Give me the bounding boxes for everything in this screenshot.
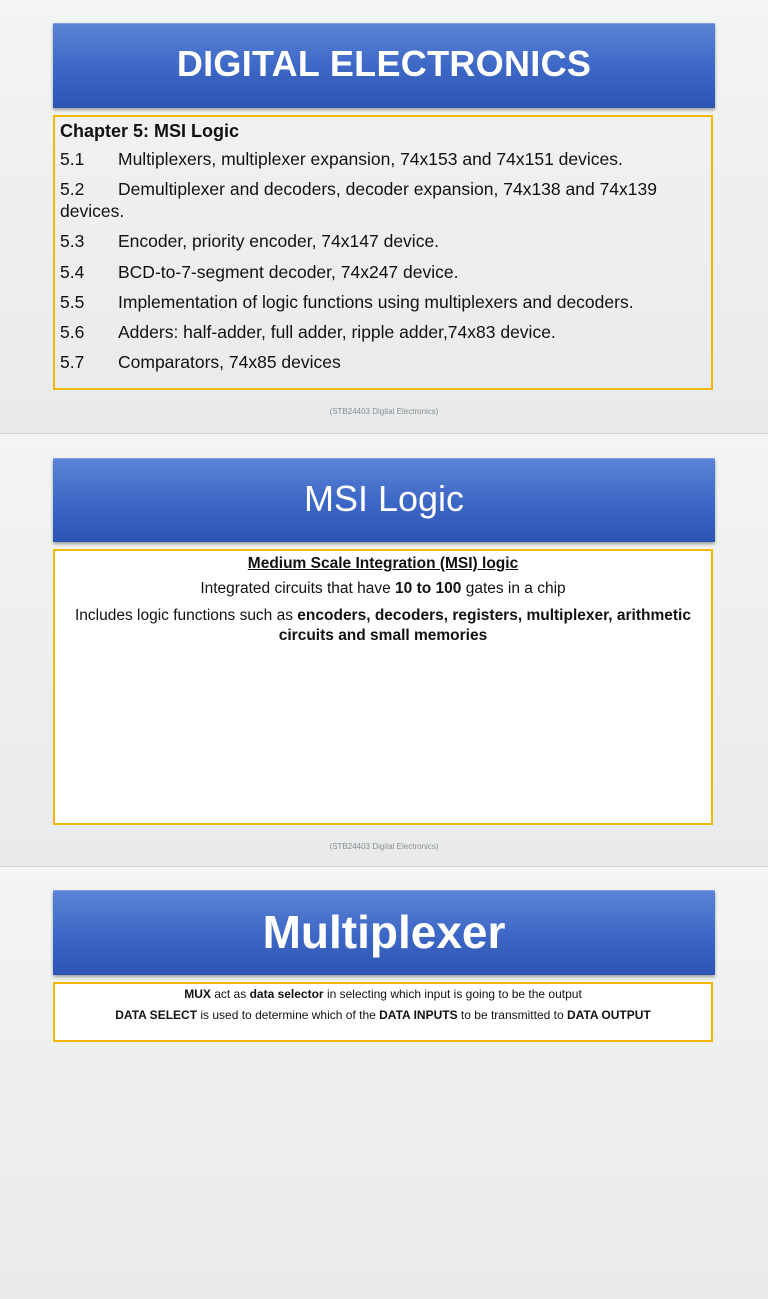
slide-footer: (STB24403 Digital Electronics) (329, 842, 439, 851)
list-item (60, 321, 705, 343)
msi-definition-box (53, 549, 713, 825)
item-text: Implementation of logic functions using multiplexers and decoders. (118, 291, 634, 312)
item-text: Demultiplexer and decoders, decoder expansion, 74x138 and 74x139 (118, 179, 657, 200)
msi-gates-line: Integrated circuits that have 10 to 100 gates in a chip (200, 580, 566, 597)
list-item (60, 351, 705, 373)
item-number: 5.7 (60, 352, 85, 373)
slide-title: Multiplexer (262, 906, 506, 958)
item-text: Comparators, 74x85 devices (118, 352, 341, 373)
slide-title-bar (53, 458, 715, 542)
item-text: Encoder, priority encoder, 74x147 device. (118, 231, 440, 252)
slide-multiplexer (0, 866, 768, 1299)
slide-title: DIGITAL ELECTRONICS (176, 43, 592, 84)
slide-footer: (STB24403 Digital Electronics) (329, 407, 439, 416)
slide-digital-electronics (0, 0, 768, 432)
item-number: 5.4 (60, 261, 85, 282)
item-number: 5.3 (60, 231, 85, 252)
list-item (60, 148, 705, 170)
list-item (60, 261, 705, 283)
mux-line-1: MUX act as data selector in selecting which input is going to be the output (184, 987, 582, 1001)
item-number: 5.1 (60, 149, 85, 169)
chapter-heading: Chapter 5: MSI Logic (60, 121, 240, 141)
item-text-continued: devices. (60, 201, 125, 222)
contents-box (53, 115, 713, 390)
list-item (60, 230, 705, 252)
mux-line-2: DATA SELECT is used to determine which of the DATA INPUTS to be transmitted to DATA OUTPUT (115, 1008, 651, 1022)
item-text: Adders: half-adder, full adder, ripple adder,74x83 device. (118, 321, 556, 342)
multiplexer-description-box (53, 982, 713, 1042)
slide-msi-logic (0, 433, 768, 866)
item-text: BCD-to-7-segment decoder, 74x247 device. (118, 261, 459, 282)
slide-title-bar (53, 890, 715, 975)
msi-heading: Medium Scale Integration (MSI) logic (247, 555, 519, 572)
item-number: 5.6 (60, 321, 85, 342)
msi-functions-line: Includes logic functions such as encoders, decoders, registers, multiplexer, arithmetic circuits and small memories (75, 607, 691, 644)
item-text: Multiplexers, multiplexer expansion, 74x153 and 74x151 devices. (118, 149, 623, 169)
slide-title-bar (53, 23, 715, 108)
slide-title: MSI Logic (303, 477, 465, 519)
item-number: 5.2 (60, 179, 85, 200)
item-number: 5.5 (60, 291, 85, 312)
list-item (60, 178, 705, 200)
list-item (60, 291, 705, 313)
